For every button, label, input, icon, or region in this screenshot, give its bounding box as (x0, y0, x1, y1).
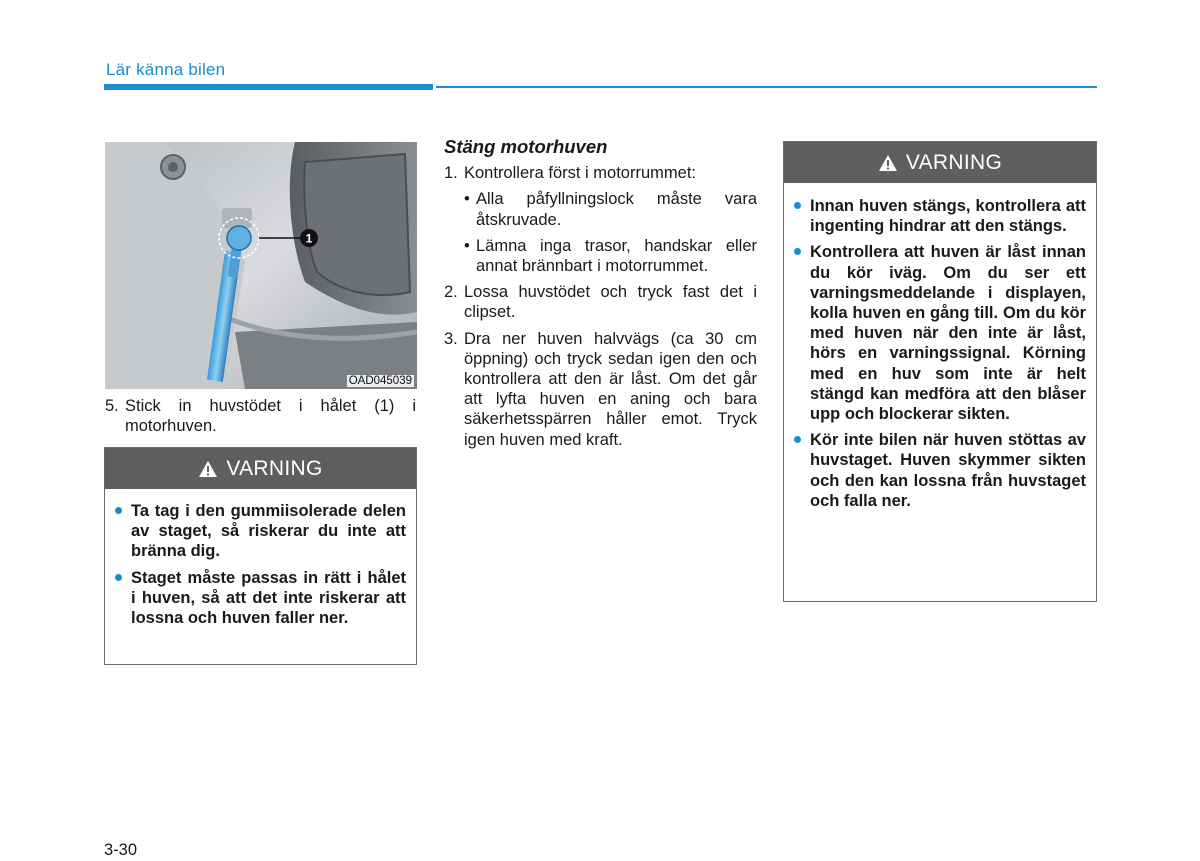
warning-item-text: Kör inte bilen när huven stöttas av huvstaget. Huven skymmer sikten och den kan lossna från huvstaget och falla ner. (810, 431, 1086, 510)
warning-item (784, 242, 1086, 424)
warning-triangle-icon (198, 460, 218, 478)
step-2-text: Lossa huvstödet och tryck fast det i clipset. (464, 283, 757, 322)
sub-bullet (444, 236, 757, 276)
sub-bullet-text: Lämna inga trasor, handskar eller annat brännbart i motorrummet. (476, 236, 757, 276)
bullet-dot (794, 202, 801, 209)
page-number: 3-30 (104, 841, 138, 859)
step-2 (444, 282, 757, 322)
step-1-number: 1. (444, 164, 458, 183)
warning-item-text: Ta tag i den gummiisolerade delen av staget, så riskerar du inte att bränna dig. (131, 502, 406, 561)
bullet-dot (794, 436, 801, 443)
sub-bullet (444, 189, 757, 229)
step-2-number: 2. (444, 283, 458, 302)
step-5 (105, 396, 416, 436)
warning-item (105, 568, 406, 629)
step-5-number: 5. (105, 397, 119, 415)
bullet-dot: • (464, 236, 470, 255)
warning-item (784, 430, 1086, 511)
step-3-number: 3. (444, 329, 458, 348)
close-hood-section (444, 137, 757, 456)
warning-box-left (104, 447, 417, 665)
step-1-text: Kontrollera först i motorrummet: (464, 164, 696, 183)
warning-item (105, 501, 406, 562)
callout-number: 1 (305, 231, 313, 246)
bullet-dot: • (464, 190, 470, 209)
sub-bullet-text: Alla påfyllningslock måste vara åtskruvade. (476, 190, 757, 229)
warning-item (784, 196, 1086, 236)
warning-triangle-icon (878, 154, 898, 172)
bullet-dot (115, 507, 122, 514)
warning-title: VARNING (905, 150, 1003, 174)
warning-item-text: Innan huven stängs, kontrollera att ingenting hindrar att den stängs. (810, 197, 1086, 236)
bullet-dot (794, 248, 801, 255)
warning-box-right (783, 141, 1097, 602)
warning-item-text: Kontrollera att huven är låst innan du kör iväg. Om du ser ett varningsmeddelande i displayen, kolla huven en gång till. Om du kör med huven när den inte är låst, hörs en varningssignal. Körning med en huv som inte är helt stängd kan medföra att den blåser upp och blockerar sikten. (810, 243, 1086, 424)
step-3-text: Dra ner huven halvvägs (ca 30 cm öppning) och tryck sedan igen den och kontrollera att den är låst. Om det går att lyfta huven en aning och bara säkerhetsspärren håller emot. Tryck igen huven med kraft. (464, 329, 757, 449)
step-5-text: Stick in huvstödet i hålet (1) i motorhuven. (125, 397, 416, 435)
warning-item-text: Staget måste passas in rätt i hålet i huven, så att det inte riskerar att lossna och huven faller ner. (131, 568, 406, 628)
bullet-dot (115, 574, 122, 581)
header-rule-thin (436, 86, 1097, 88)
step-1 (444, 163, 757, 183)
figure-code: OAD045039 (348, 375, 412, 387)
hood-strut-photo (105, 142, 417, 389)
warning-list (105, 489, 416, 628)
section-heading: Stäng motorhuven (444, 136, 608, 157)
warning-list (784, 183, 1096, 511)
header-rule-thick (104, 84, 433, 90)
section-title: Lär känna bilen (106, 60, 226, 79)
warning-header (105, 448, 416, 489)
step-3 (444, 329, 757, 450)
warning-header (784, 142, 1096, 183)
warning-title: VARNING (226, 456, 323, 480)
